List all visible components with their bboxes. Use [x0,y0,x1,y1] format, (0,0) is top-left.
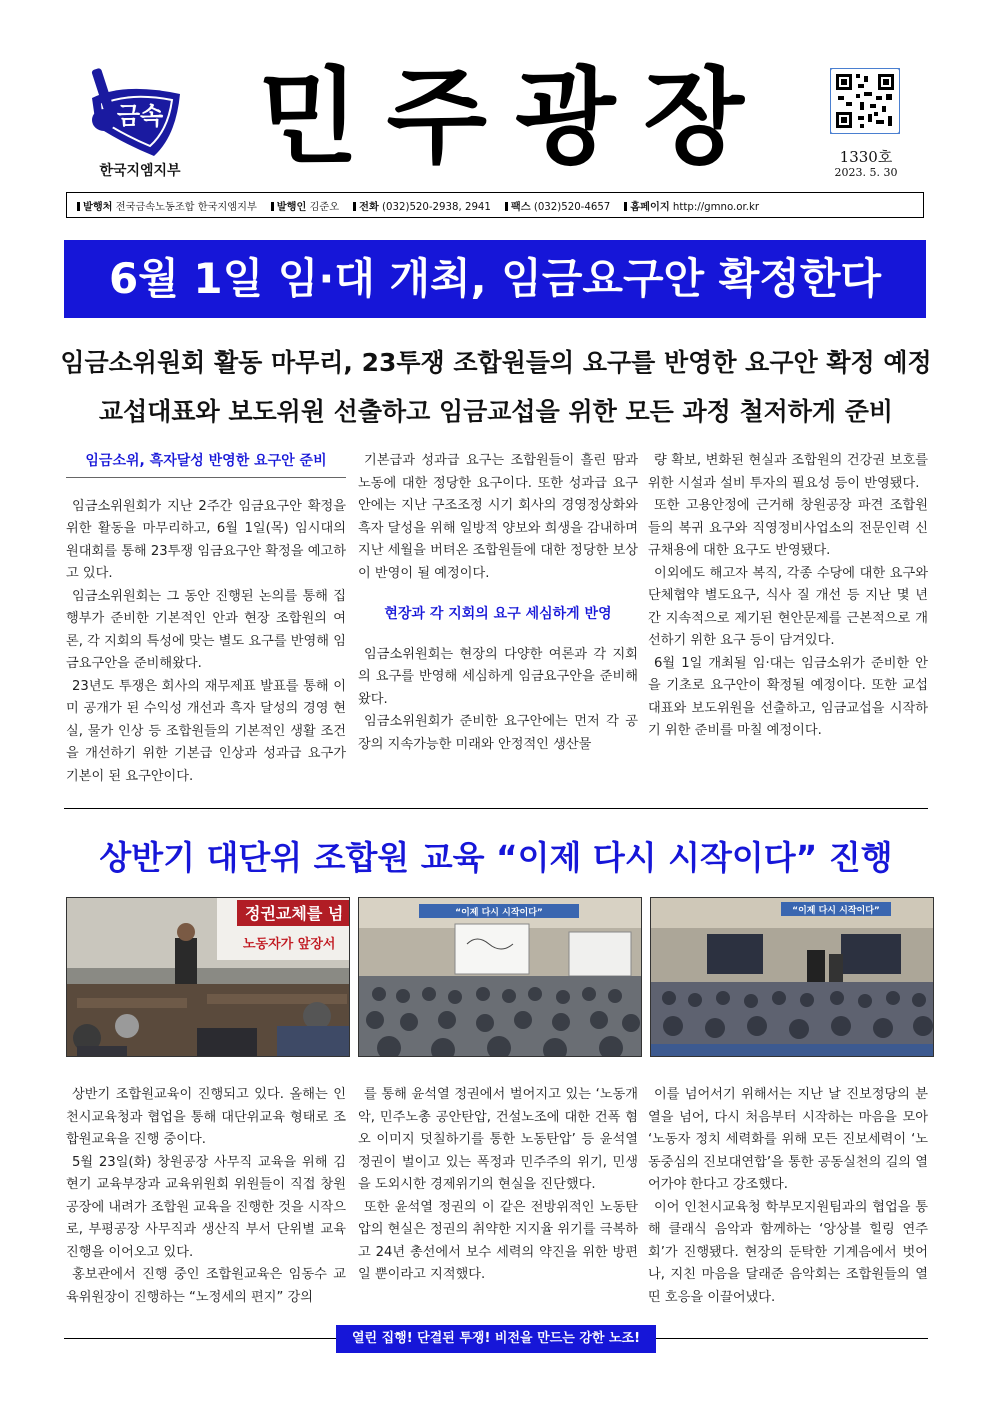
svg-text:“이제 다시 시작이다”: “이제 다시 시작이다” [455,908,543,918]
paragraph: 홍보관에서 진행 중인 조합원교육은 임동수 교육위원장이 진행하는 “노정세의 편지” 강의 [66,1267,346,1305]
paragraph: 23년도 투쟁은 회사의 재무제표 발표를 통해 이미 공개가 된 수익성 개선과 흑자 달성의 경영 현실, 물가 인상 등 조합원들의 기본적인 생활 조건을 개선하기 위한 기본급 인상과 성과급 요구가 기본이 된 요구안이다. [66,678,346,784]
newspaper-title: 민주광장 [258,56,772,178]
paragraph: 이를 넘어서기 위해서는 지난 날 진보정당의 분열을 넘어, 다시 처음부터 시작하는 마음을 모아 ‘노동자 정치 세력화를 위해 모든 진보세력이 ‘노동중심의 진보대연합’을 통한 공동실천의 길의 열어가야 한다고 강조했다. [648,1087,928,1192]
paragraph: 량 확보, 변화된 현실과 조합원의 건강권 보호를 위한 시설과 설비 투자의 필요성 등이 반영됐다. [648,453,928,491]
section-heading: 임금소위, 흑자달성 반영한 요구안 준비 [85,453,327,469]
article1-column-3 [648,450,928,743]
svg-text:“이제 다시 시작이다”: “이제 다시 시작이다” [792,906,880,916]
issuer-info: 발행인 김준오 [271,198,339,213]
homepage-info[interactable]: 홈페이지 http://gmno.or.kr [624,198,759,213]
paragraph: 임금소위원회가 지난 2주간 임금요구안 확정을 위한 활동을 마무리하고, 6월 1일(목) 임시대의원대회를 통해 23투쟁 임금요구안 확정을 예고하고 있다. [66,498,346,581]
education-photo-lecture-hall [358,897,642,1057]
publication-info-bar [66,192,924,218]
subheadline-2: 교섭대표와 보도위원 선출하고 임금교섭을 위한 모든 과정 철저하게 준비 [98,397,894,426]
paragraph: 이어 인천시교육청 학부모지원팀과의 협업을 통해 클래식 음악과 함께하는 ‘앙상블 힐링 연주회’가 진행됐다. 현장의 둔탁한 기계음에서 벗어나, 지친 마음을 달래준 음악회는 조합원들의 열띤 호응을 이끌어냈다. [648,1199,928,1305]
subheadline-1: 임금소위원회 활동 마무리, 23투쟁 조합원들의 요구를 반영한 요구안 확정 예정 [60,348,932,377]
paragraph: 임금소위원회는 그 동안 진행된 논의를 통해 집행부가 준비한 기본적인 안과 현장 조합원의 여론, 각 지회의 특성에 맞는 별도 요구를 반영해 임금요구안을 준비해왔다. [66,588,346,671]
article2-column-1 [66,1084,346,1309]
svg-text:노동자가 앞장서: 노동자가 앞장서 [243,937,336,952]
footer-slogan: 열린 집행! 단결된 투쟁! 비전을 만드는 강한 노조! [336,1325,656,1353]
svg-text:정권교체를 넘: 정권교체를 넘 [245,904,344,923]
paragraph: 임금소위원회는 현장의 다양한 여론과 각 지회의 요구를 반영해 세심하게 임금요구안을 준비해왔다. [358,646,638,707]
paragraph: 를 통해 윤석열 정권에서 벌어지고 있는 ‘노동개악, 민주노총 공안탄압, 건설노조에 대한 건폭 혐오 이미지 덧칠하기를 통한 노동탄압’ 등 윤석열 정권이 벌이고 있는 폭정과 민주주의 위기, 민생을 도외시한 경제위기의 현실을 진단했다. [358,1087,638,1192]
article2-headline: 상반기 대단위 조합원 교육 “이제 다시 시작이다” 진행 [99,838,893,877]
phone-info: 전화 (032)520-2938, 2941 [353,198,491,213]
publisher-info: 발행처 전국금속노동조합 한국지엠지부 [77,198,257,213]
paragraph: 6월 1일 개최될 임·대는 임금소위가 준비한 안을 기초로 요구안이 확정될 예정이다. 또한 교섭대표와 보도위원을 선출하고, 임금교섭을 시작하기 위한 준비를 마칠 예정이다. [648,655,928,738]
paragraph: 임금소위원회가 준비한 요구안에는 먼저 각 공장의 지속가능한 미래와 안정적인 생산물 [358,714,638,752]
paragraph: 기본급과 성과급 요구는 조합원들이 흘린 땀과 노동에 대한 정당한 요구이다. 또한 성과급 요구안에는 지난 구조조정 시기 회사의 경영정상화와 흑자 달성을 위해 일방적 양보와 희생을 감내하며 지난 세월을 버텨온 조합원들에 대한 정당한 보상이 반영이 될 예정이다. [358,453,638,581]
paragraph: 5월 23일(화) 창원공장 사무직 교육을 위해 김현기 교육부장과 교육위원회 위원들이 직접 창원공장에 내려가 조합원 교육을 진행한 것을 시작으로, 부평공장 사무직과 생산직 부서 단위별 교육 진행을 이어오고 있다. [66,1154,346,1260]
qr-code-icon[interactable] [830,68,900,134]
svg-text:금속: 금속 [116,102,164,130]
issue-number: 1330호 [839,148,893,166]
logo-caption: 한국지엠지부 [99,163,181,179]
section-heading: 현장과 각 지회의 요구 세심하게 반영 [384,606,612,622]
article1-column-2 [358,450,638,756]
paragraph: 또한 고용안정에 근거해 창원공장 파견 조합원들의 복귀 요구와 직영정비사업소의 전문인력 신규채용에 대한 요구도 반영됐다. [648,498,928,558]
article1-column-1 [66,450,346,788]
divider [64,808,928,809]
fax-info: 팩스 (032)520-4657 [505,198,610,213]
education-photo-speaker [66,897,350,1057]
paragraph: 상반기 조합원교육이 진행되고 있다. 올해는 인천시교육청과 협업을 통해 대단위교육 형태로 조합원교육을 진행 중이다. [66,1087,346,1147]
issue-date: 2023. 5. 30 [834,166,898,179]
paragraph: 이외에도 해고자 복직, 각종 수당에 대한 요구와 단체협약 별도요구, 식사 질 개선 등 지난 몇 년 간 지속적으로 제기된 현안문제를 근본적으로 개선하기 위한 요구 등이 담겨있다. [648,565,928,648]
education-photo-concert [650,897,934,1057]
union-logo-icon [84,64,188,172]
main-headline: 6월 1일 임·대 개최, 임금요구안 확정한다 [64,240,926,318]
paragraph: 또한 윤석열 정권의 이 같은 전방위적인 노동탄압의 현실은 정권의 취약한 지지율 위기를 극복하고 24년 총선에서 보수 세력의 약진을 위한 방편일 뿐이라고 지적했다. [358,1199,638,1282]
article2-column-3 [648,1084,928,1309]
article2-column-2 [358,1084,638,1287]
